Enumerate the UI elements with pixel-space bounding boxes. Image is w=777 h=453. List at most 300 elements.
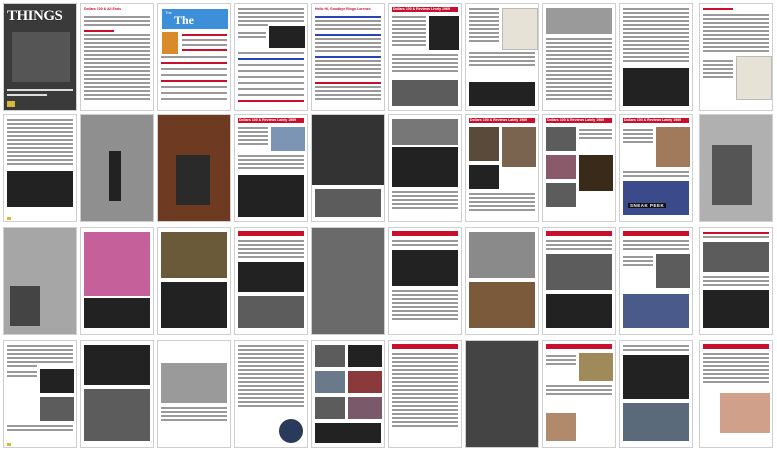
photo [579, 353, 613, 381]
sneak-peek-label: SNEAK PEEK [630, 203, 665, 208]
text-line [238, 365, 304, 367]
text-line [7, 349, 73, 351]
page-header: Dollars 100 & Reviews Lately 1969 [470, 118, 528, 122]
text-line [84, 66, 150, 68]
text-line [392, 54, 458, 56]
page-7[interactable] [465, 3, 539, 111]
photo [238, 262, 304, 292]
text-line [238, 131, 268, 133]
photo [392, 250, 458, 286]
text-line [84, 62, 150, 64]
photo-strip [238, 175, 304, 217]
page-number [7, 443, 11, 446]
page-26[interactable] [388, 227, 462, 335]
page-cover[interactable] [3, 3, 77, 111]
page-39[interactable] [619, 340, 693, 448]
photo [392, 119, 458, 145]
photo-figure [10, 286, 40, 326]
photo-oscar [579, 155, 613, 191]
text-line [623, 244, 689, 246]
text-line [84, 98, 150, 100]
text-line [392, 70, 458, 72]
text-line [315, 72, 381, 74]
text-line [546, 82, 612, 84]
text-line [546, 42, 612, 44]
text-line [84, 50, 150, 52]
page-19[interactable] [619, 114, 693, 222]
page-36[interactable] [388, 340, 462, 448]
cover-title: THINGS [7, 8, 63, 24]
text-line [623, 349, 689, 351]
photo [546, 254, 612, 290]
text-line [238, 139, 268, 141]
text-line [161, 419, 227, 421]
text-line [392, 20, 426, 22]
page-35[interactable] [311, 340, 385, 448]
text-line [238, 64, 304, 66]
page-30[interactable] [699, 227, 773, 335]
text-line [392, 290, 458, 292]
text-line [238, 248, 304, 250]
text-line [315, 60, 381, 62]
text-line [7, 127, 73, 129]
text-line [469, 52, 535, 54]
text-line [392, 385, 458, 387]
page-14[interactable] [234, 114, 308, 222]
text-line [238, 349, 304, 351]
text-line [623, 24, 689, 26]
photo [720, 393, 770, 433]
text-line [546, 248, 612, 250]
text-line [469, 20, 499, 22]
text-line [315, 24, 381, 26]
text-line [84, 24, 150, 26]
text-line [392, 32, 426, 34]
text-line [469, 60, 535, 62]
page-11[interactable] [3, 114, 77, 222]
photo [269, 26, 305, 48]
text-line [623, 16, 689, 18]
text-line [84, 20, 150, 22]
text-line [238, 36, 266, 38]
text-line [84, 78, 150, 80]
text-line [161, 80, 227, 82]
text-line [161, 62, 227, 64]
text-line [392, 413, 458, 415]
photo [469, 127, 499, 161]
text-line [84, 38, 150, 40]
text-line [315, 64, 381, 66]
photo [546, 127, 576, 151]
text-line [392, 203, 458, 205]
text-line [392, 377, 458, 379]
text-line [703, 377, 769, 379]
text-line [7, 143, 73, 145]
page-13[interactable] [157, 114, 231, 222]
text-line [469, 36, 499, 38]
text-line [238, 345, 304, 347]
text-line [623, 20, 689, 22]
text-line [7, 147, 73, 149]
photo [40, 397, 74, 421]
photo [703, 242, 769, 272]
text-line [238, 405, 304, 407]
text-line [703, 357, 769, 359]
text-line [7, 123, 73, 125]
text-line [84, 16, 150, 18]
text-line [392, 381, 458, 383]
text-line [546, 359, 576, 361]
photo [84, 345, 150, 385]
page-27[interactable] [465, 227, 539, 335]
text-line [238, 159, 304, 161]
photo-strip [392, 80, 458, 106]
text-line [546, 54, 612, 56]
page-header: Dollars 100 & Reviews Lately 1969 [624, 118, 682, 122]
text-line [315, 50, 381, 52]
page-20[interactable] [699, 114, 773, 222]
photo [348, 371, 382, 393]
text-line [392, 353, 458, 355]
text-line [546, 98, 612, 100]
text-line [623, 260, 653, 262]
page-header: Dollars 100 & Reviews Lately 1969 [547, 118, 605, 122]
text-line [7, 353, 73, 355]
page-6[interactable] [388, 3, 462, 111]
photo [623, 355, 689, 399]
text-line [392, 207, 458, 209]
page-10[interactable] [699, 3, 773, 111]
photo [546, 294, 612, 328]
text-line [7, 119, 73, 121]
text-line [238, 353, 304, 355]
page-24[interactable] [234, 227, 308, 335]
sneak-peek-photo [623, 181, 689, 215]
text-line [703, 46, 769, 48]
cover-caption [7, 89, 73, 91]
text-line [238, 240, 304, 242]
photo [271, 127, 305, 151]
text-line [703, 381, 769, 383]
text-line [161, 411, 227, 413]
text-line [84, 86, 150, 88]
text-line [238, 76, 304, 78]
text-line [392, 195, 458, 197]
page-4[interactable] [234, 3, 308, 111]
text-line [623, 60, 689, 62]
text-line [546, 58, 612, 60]
text-line [84, 90, 150, 92]
text-line [238, 393, 304, 395]
text-line [315, 94, 381, 96]
page-29[interactable] [619, 227, 693, 335]
text-line [392, 24, 426, 26]
page-31[interactable] [3, 340, 77, 448]
text-line [469, 12, 499, 14]
text-line [315, 68, 381, 70]
text-line [623, 44, 689, 46]
page-9[interactable] [619, 3, 693, 111]
text-line [182, 44, 227, 46]
text-line [623, 345, 689, 347]
text-line [392, 302, 458, 304]
page-contents[interactable] [157, 3, 231, 111]
text-line [238, 369, 304, 371]
text-line [238, 52, 304, 54]
text-line [161, 56, 227, 58]
text-line [7, 155, 73, 157]
text-line [546, 50, 612, 52]
text-line [392, 361, 458, 363]
photo [84, 389, 150, 441]
text-line [392, 306, 458, 308]
text-line [84, 82, 150, 84]
text-line [315, 34, 381, 36]
photo [546, 413, 576, 441]
text-line [546, 74, 612, 76]
text-line [546, 70, 612, 72]
text-line [238, 127, 268, 129]
text-line [238, 82, 304, 84]
text-line [392, 36, 426, 38]
text-line [703, 365, 769, 367]
document-scan [736, 56, 772, 100]
text-line [392, 369, 458, 371]
photo [703, 290, 769, 328]
text-line [315, 16, 381, 18]
text-line [392, 357, 458, 359]
page-12[interactable] [80, 114, 154, 222]
text-line [161, 415, 227, 417]
text-line [392, 401, 458, 403]
text-line [703, 68, 733, 70]
text-line [238, 385, 304, 387]
text-line [238, 361, 304, 363]
page-33[interactable] [157, 340, 231, 448]
text-line [7, 139, 73, 141]
text-line [703, 72, 733, 74]
page-23[interactable] [157, 227, 231, 335]
photo [469, 282, 535, 328]
text-line [161, 68, 227, 70]
text-line [238, 163, 304, 165]
text-line [469, 32, 499, 34]
text-line [392, 373, 458, 375]
text-line [315, 90, 381, 92]
text-line [84, 42, 150, 44]
photo [502, 127, 536, 167]
text-line [238, 88, 304, 90]
text-line [238, 155, 304, 157]
text-line [703, 26, 769, 28]
page-18[interactable] [542, 114, 616, 222]
text-line [7, 365, 37, 367]
photo [623, 294, 689, 328]
text-line [315, 20, 381, 22]
text-line [623, 133, 653, 135]
text-line [623, 40, 689, 42]
text-line [392, 62, 458, 64]
page-16[interactable] [388, 114, 462, 222]
photo [469, 232, 535, 278]
text-line [161, 86, 227, 88]
text-line [703, 60, 733, 62]
photo [623, 403, 689, 441]
page-22[interactable] [80, 227, 154, 335]
contents-banner [162, 9, 228, 29]
page-17[interactable] [465, 114, 539, 222]
page-header-bar [623, 231, 689, 236]
text-line [469, 28, 499, 30]
page-37[interactable] [465, 340, 539, 448]
text-line [238, 167, 304, 169]
page-header-bar [546, 231, 612, 236]
text-line [392, 421, 458, 423]
photo [238, 296, 304, 328]
text-line [7, 135, 73, 137]
photo [312, 115, 384, 185]
contents-prefix: The [165, 10, 172, 15]
text-line [469, 209, 535, 211]
text-line [546, 240, 612, 242]
text-line [546, 94, 612, 96]
text-line [703, 353, 769, 355]
text-line [238, 373, 304, 375]
photo-figure [176, 155, 210, 205]
text-line [703, 276, 769, 278]
text-line [546, 389, 612, 391]
text-line [238, 381, 304, 383]
text-line [623, 52, 689, 54]
text-line [623, 8, 689, 10]
text-line [315, 42, 381, 44]
text-line [469, 40, 499, 42]
photo [315, 423, 381, 443]
text-line [84, 70, 150, 72]
text-line [579, 137, 612, 139]
text-line [546, 90, 612, 92]
text-line [623, 32, 689, 34]
page-header: Hello Hi, Goodbye Ringo Lorenzo [315, 7, 371, 11]
text-line [546, 38, 612, 40]
text-line [182, 39, 227, 41]
photo [161, 282, 227, 328]
text-line [703, 284, 769, 286]
text-line [392, 240, 458, 242]
text-line [703, 38, 769, 40]
text-line [238, 244, 304, 246]
photo [315, 345, 345, 367]
text-line [703, 236, 769, 238]
page-28[interactable] [542, 227, 616, 335]
page-32[interactable] [80, 340, 154, 448]
page-38[interactable] [542, 340, 616, 448]
text-line [84, 46, 150, 48]
text-line [238, 24, 268, 26]
badge-photo [279, 419, 303, 443]
photo [656, 127, 690, 167]
text-line [7, 345, 73, 347]
page-header-bar [238, 231, 304, 236]
text-line [469, 16, 499, 18]
text-line [623, 129, 653, 131]
text-line [238, 32, 266, 34]
photo [84, 298, 150, 328]
text-line [546, 62, 612, 64]
text-line [546, 66, 612, 68]
text-line [7, 429, 73, 431]
page-5[interactable] [311, 3, 385, 111]
page-8[interactable] [542, 3, 616, 111]
page-header-bar [546, 344, 612, 349]
photo [656, 254, 690, 288]
text-line [623, 141, 653, 143]
text-line [392, 425, 458, 427]
text-line [469, 201, 535, 203]
page-40[interactable] [699, 340, 773, 448]
text-line [469, 8, 499, 10]
text-line [703, 8, 733, 10]
photo-bus [161, 363, 227, 403]
text-line [703, 30, 769, 32]
photo-strip [315, 189, 381, 217]
text-line [7, 163, 73, 165]
text-line [623, 56, 689, 58]
page-34[interactable] [234, 340, 308, 448]
text-line [392, 58, 458, 60]
text-line [703, 34, 769, 36]
page-header-bar [703, 344, 769, 349]
text-line [392, 40, 426, 42]
text-line [623, 248, 689, 250]
page-number [7, 217, 11, 220]
cover-photo-group [12, 32, 70, 82]
text-line [703, 14, 769, 16]
photo [40, 369, 74, 393]
text-line [315, 56, 381, 58]
photo [348, 345, 382, 367]
text-line [392, 365, 458, 367]
page-25[interactable] [311, 227, 385, 335]
text-line [623, 171, 689, 173]
photo [161, 232, 227, 278]
text-line [161, 98, 227, 100]
text-line [546, 244, 612, 246]
text-line [392, 28, 426, 30]
page-15[interactable] [311, 114, 385, 222]
text-line [623, 48, 689, 50]
text-line [703, 361, 769, 363]
text-line [84, 94, 150, 96]
cover-barcode [7, 101, 15, 107]
page-2[interactable] [80, 3, 154, 111]
text-line [392, 318, 458, 320]
text-line [703, 42, 769, 44]
text-line [703, 64, 733, 66]
text-line [546, 78, 612, 80]
text-line [238, 70, 304, 72]
text-line [315, 46, 381, 48]
photo [546, 183, 576, 207]
text-line [703, 76, 733, 78]
text-line [238, 252, 304, 254]
page-header: Dollars 100 & All Ends [84, 7, 122, 11]
page-header: Dollars 100 & Reviews Lately 1969 [239, 118, 297, 122]
text-line [623, 28, 689, 30]
page-21[interactable] [3, 227, 77, 335]
text-line [392, 409, 458, 411]
text-line [238, 58, 304, 60]
